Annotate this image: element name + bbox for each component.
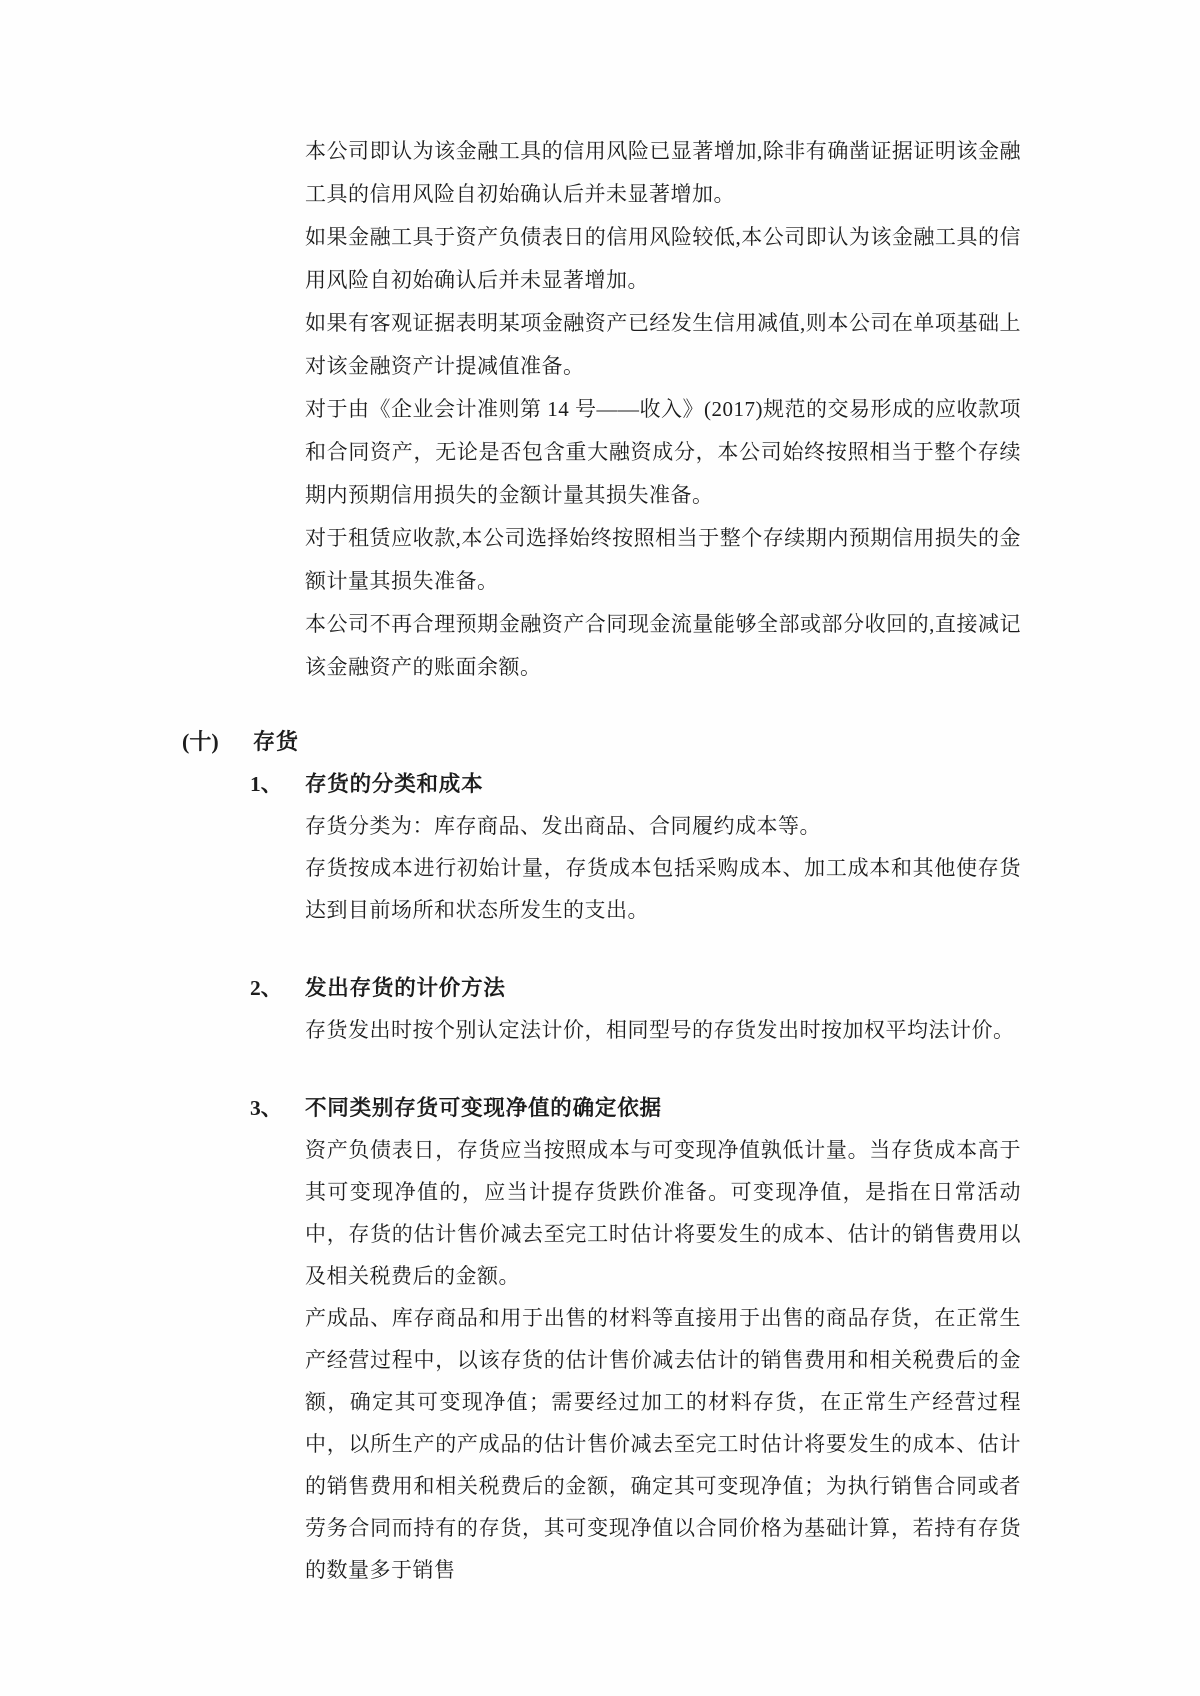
subsection-number: 3、	[250, 1096, 283, 1120]
subsection-title: 不同类别存货可变现净值的确定依据	[305, 1096, 662, 1120]
section-number: (十)	[182, 729, 219, 754]
subsection-title: 发出存货的计价方法	[305, 976, 506, 1000]
subsection-body	[305, 1129, 1021, 1591]
paragraph-low-credit-risk: 如果金融工具于资产负债表日的信用风险较低,本公司即认为该金融工具的信用风险自初始确认后并未显著增加。	[305, 225, 1021, 292]
paragraph-credit-risk-increase: 本公司即认为该金融工具的信用风险已显著增加,除非有确凿证据证明该金融工具的信用风险自初始确认后并未显著增加。	[305, 139, 1021, 206]
credit-risk-paragraphs	[305, 130, 1021, 689]
subsection-heading	[250, 967, 1021, 1009]
subsection-issued-inventory-valuation	[250, 967, 1021, 1051]
paragraph-issued-valuation-method: 存货发出时按个别认定法计价，相同型号的存货发出时按加权平均法计价。	[305, 1018, 1015, 1042]
subsection-heading	[250, 1087, 1021, 1129]
subsection-body	[305, 1009, 1021, 1051]
paragraph-lease-receivables: 对于租赁应收款,本公司选择始终按照相当于整个存续期内预期信用损失的金额计量其损失准备。	[305, 526, 1021, 593]
paragraph-revenue-standard-receivables: 对于由《企业会计准则第 14 号——收入》(2017)规范的交易形成的应收款项和合同资产，无论是否包含重大融资成分，本公司始终按照相当于整个存续期内预期信用损失的金额计量其损失准备。	[305, 397, 1021, 507]
subsection-heading	[250, 763, 1021, 805]
subsection-title: 存货的分类和成本	[305, 772, 484, 796]
page-content	[182, 130, 1021, 1591]
section-title: 存货	[253, 729, 300, 754]
subsection-body	[305, 805, 1021, 931]
subsection-inventory-classification	[250, 763, 1021, 931]
paragraph-direct-writedown: 本公司不再合理预期金融资产合同现金流量能够全部或部分收回的,直接减记该金融资产的账面余额。	[305, 612, 1021, 679]
paragraph-inventory-initial-measurement: 存货按成本进行初始计量，存货成本包括采购成本、加工成本和其他使存货达到目前场所和状态所发生的支出。	[305, 856, 1021, 922]
paragraph-nrv-determination: 产成品、库存商品和用于出售的材料等直接用于出售的商品存货，在正常生产经营过程中，以该存货的估计售价减去估计的销售费用和相关税费后的金额，确定其可变现净值；需要经过加工的材料存货，在正常生产经营过程中，以所生产的产成品的估计售价减去至完工时估计将要发生的成本、估计的销售费用和相关税费后的金额，确定其可变现净值；为执行销售合同或者劳务合同而持有的存货，其可变现净值以合同价格为基础计算，若持有存货的数量多于销售	[305, 1306, 1021, 1582]
paragraph-objective-evidence: 如果有客观证据表明某项金融资产已经发生信用减值,则本公司在单项基础上对该金融资产计提减值准备。	[305, 311, 1021, 378]
subsection-net-realizable-value	[250, 1087, 1021, 1591]
paragraph-inventory-categories: 存货分类为：库存商品、发出商品、合同履约成本等。	[305, 814, 821, 838]
subsection-number: 2、	[250, 976, 283, 1000]
subsection-number: 1、	[250, 772, 283, 796]
section-heading-inventory	[182, 721, 1021, 763]
paragraph-nrv-balance-sheet-date: 资产负债表日，存货应当按照成本与可变现净值孰低计量。当存货成本高于其可变现净值的，应当计提存货跌价准备。可变现净值，是指在日常活动中，存货的估计售价减去至完工时估计将要发生的成本、估计的销售费用以及相关税费后的金额。	[305, 1138, 1021, 1288]
